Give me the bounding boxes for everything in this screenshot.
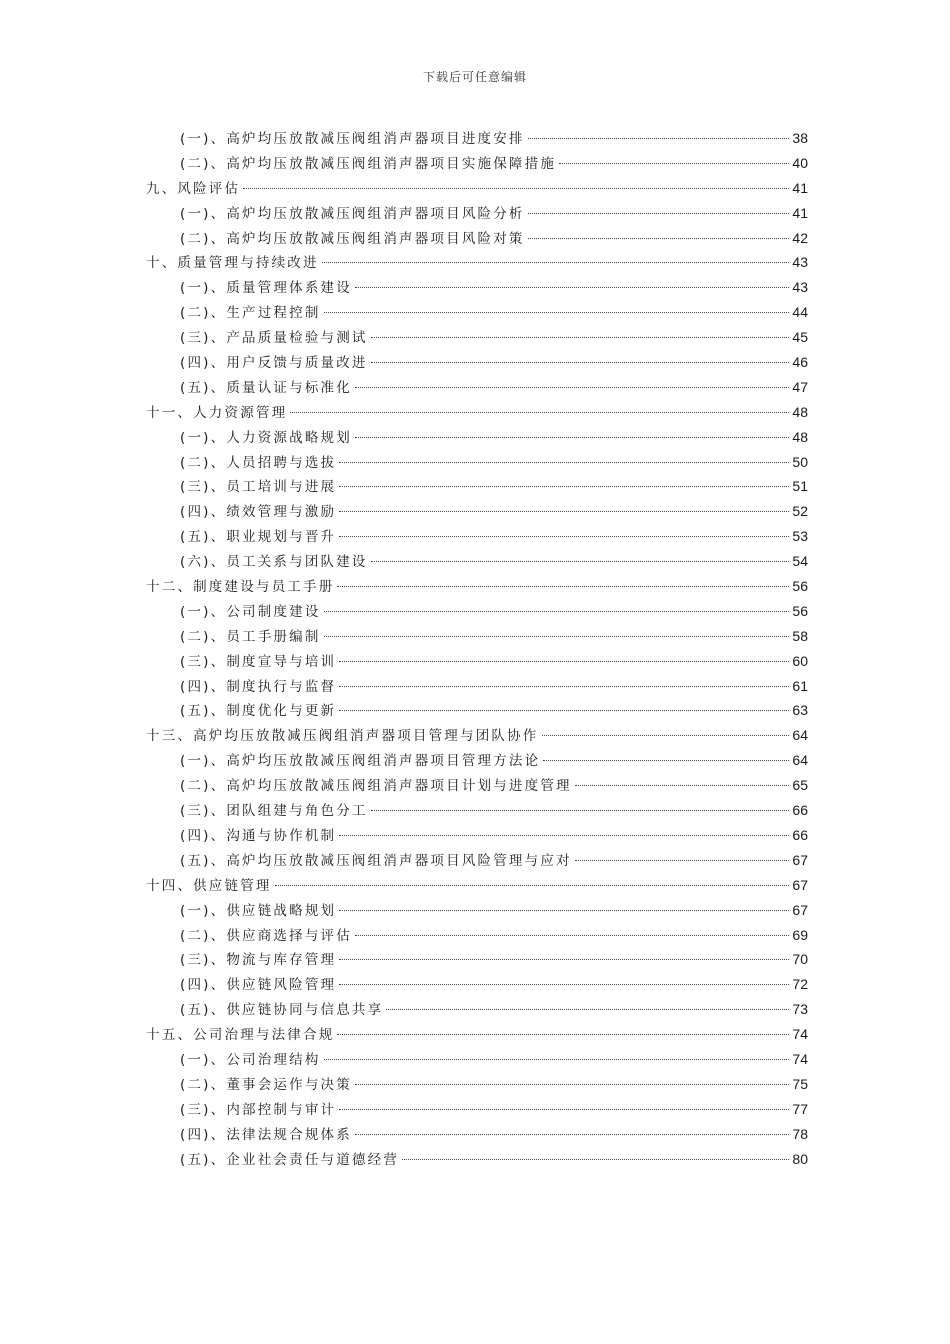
toc-entry-title: (六)、员工关系与团队建设 — [180, 554, 368, 571]
toc-dot-leader — [324, 636, 790, 637]
toc-entry[interactable] — [146, 723, 808, 748]
toc-entry-page-number: 43 — [792, 254, 808, 271]
toc-dot-leader — [324, 1059, 790, 1060]
toc-entry-page-number: 38 — [792, 130, 808, 146]
toc-entry-page-number: 78 — [792, 1125, 808, 1142]
toc-entry[interactable] — [146, 972, 808, 997]
toc-entry-title: (三)、团队组建与角色分工 — [180, 803, 368, 820]
toc-entry-page-number: 66 — [792, 826, 808, 843]
toc-entry-page-number: 47 — [792, 378, 808, 395]
toc-entry-page-number: 43 — [792, 279, 808, 296]
toc-entry-page-number: 69 — [792, 926, 808, 943]
toc-entry[interactable] — [146, 624, 808, 649]
toc-entry-page-number: 40 — [792, 154, 808, 171]
toc-dot-leader — [543, 760, 789, 761]
toc-dot-leader — [371, 337, 790, 338]
toc-entry-title: (二)、生产过程控制 — [180, 305, 321, 322]
toc-dot-leader — [337, 1034, 789, 1035]
toc-entry-title: (五)、高炉均压放散减压阀组消声器项目风险管理与应对 — [180, 852, 572, 869]
toc-entry-page-number: 73 — [792, 1001, 808, 1018]
toc-entry[interactable] — [146, 898, 808, 923]
toc-dot-leader — [339, 959, 789, 960]
toc-entry-page-number: 46 — [792, 354, 808, 371]
toc-entry[interactable] — [146, 151, 808, 176]
toc-entry-title: (五)、供应链协同与信息共享 — [180, 1002, 384, 1019]
toc-entry-title: (五)、质量认证与标准化 — [180, 379, 352, 396]
toc-dot-leader — [275, 885, 790, 886]
toc-entry-title: (四)、制度执行与监督 — [180, 678, 337, 695]
toc-entry-page-number: 41 — [792, 204, 808, 221]
toc-entry[interactable] — [146, 599, 808, 624]
toc-entry-title: (五)、职业规划与晋升 — [180, 529, 337, 546]
toc-entry-page-number: 61 — [792, 677, 808, 694]
toc-entry[interactable] — [146, 474, 808, 499]
toc-entry[interactable] — [146, 549, 808, 574]
toc-entry-title: 十三、高炉均压放散减压阀组消声器项目管理与团队协作 — [146, 728, 539, 745]
toc-entry[interactable] — [146, 1022, 808, 1047]
toc-dot-leader — [339, 1109, 789, 1110]
toc-entry-page-number: 64 — [792, 727, 808, 744]
toc-entry-page-number: 67 — [792, 851, 808, 868]
toc-entry-title: (五)、制度优化与更新 — [180, 703, 337, 720]
toc-dot-leader — [575, 860, 790, 861]
toc-entry[interactable] — [146, 400, 808, 425]
toc-entry-page-number: 75 — [792, 1075, 808, 1092]
toc-entry[interactable] — [146, 1122, 808, 1147]
toc-entry-title: (三)、内部控制与审计 — [180, 1101, 337, 1118]
toc-entry[interactable] — [146, 524, 808, 549]
page-header: 下载后可任意编辑 — [422, 70, 527, 84]
toc-entry-title: 十二、制度建设与员工手册 — [146, 579, 335, 596]
toc-entry[interactable] — [146, 126, 808, 151]
toc-dot-leader — [528, 238, 790, 239]
toc-entry-title: 九、风险评估 — [146, 180, 241, 197]
toc-entry-page-number: 67 — [792, 876, 808, 893]
toc-dot-leader — [528, 213, 790, 214]
toc-entry-title: (二)、人员招聘与选拔 — [180, 454, 337, 471]
toc-entry[interactable] — [146, 176, 808, 201]
toc-entry[interactable] — [146, 748, 808, 773]
toc-dot-leader — [243, 188, 789, 189]
toc-dot-leader — [355, 935, 789, 936]
toc-entry[interactable] — [146, 947, 808, 972]
toc-dot-leader — [355, 1084, 789, 1085]
toc-entry[interactable] — [146, 201, 808, 226]
toc-entry-page-number: 42 — [792, 229, 808, 246]
toc-dot-leader — [339, 835, 789, 836]
toc-entry[interactable] — [146, 923, 808, 948]
toc-entry-title: (四)、用户反馈与质量改进 — [180, 355, 368, 372]
toc-entry-page-number: 65 — [792, 777, 808, 794]
toc-entry-title: (三)、员工培训与进展 — [180, 479, 337, 496]
toc-entry-title: (一)、高炉均压放散减压阀组消声器项目管理方法论 — [180, 753, 541, 770]
toc-entry-page-number: 53 — [792, 528, 808, 545]
toc-dot-leader — [371, 362, 790, 363]
toc-entry[interactable] — [146, 823, 808, 848]
toc-dot-leader — [339, 661, 789, 662]
toc-entry-title: (二)、高炉均压放散减压阀组消声器项目风险对策 — [180, 230, 525, 247]
toc-dot-leader — [355, 387, 789, 388]
toc-entry-title: (四)、法律法规合规体系 — [180, 1126, 352, 1143]
toc-entry[interactable] — [146, 250, 808, 275]
toc-entry-page-number: 45 — [792, 329, 808, 346]
toc-entry-title: 十五、公司治理与法律合规 — [146, 1027, 335, 1044]
toc-entry-page-number: 51 — [792, 478, 808, 495]
toc-entry-page-number: 41 — [792, 179, 808, 196]
toc-dot-leader — [339, 686, 789, 687]
toc-entry-title: 十四、供应链管理 — [146, 877, 272, 894]
toc-entry-page-number: 77 — [792, 1100, 808, 1117]
toc-entry-page-number: 72 — [792, 976, 808, 993]
toc-entry[interactable] — [146, 1047, 808, 1072]
toc-entry-title: (一)、人力资源战略规划 — [180, 429, 352, 446]
toc-entry-title: (二)、高炉均压放散减压阀组消声器项目实施保障措施 — [180, 155, 557, 172]
toc-dot-leader — [322, 262, 790, 263]
toc-entry-title: (一)、高炉均压放散减压阀组消声器项目风险分析 — [180, 205, 525, 222]
toc-entry-title: (三)、物流与库存管理 — [180, 952, 337, 969]
toc-entry[interactable] — [146, 1097, 808, 1122]
toc-entry-page-number: 56 — [792, 602, 808, 619]
toc-dot-leader — [339, 984, 789, 985]
toc-entry[interactable] — [146, 226, 808, 251]
toc-entry[interactable] — [146, 649, 808, 674]
toc-entry-title: (三)、产品质量检验与测试 — [180, 330, 368, 347]
toc-entry[interactable] — [146, 275, 808, 300]
toc-entry-page-number: 44 — [792, 304, 808, 321]
toc-dot-leader — [339, 710, 789, 711]
toc-entry-page-number: 58 — [792, 627, 808, 644]
toc-dot-leader — [371, 561, 790, 562]
toc-entry[interactable] — [146, 325, 808, 350]
toc-dot-leader — [290, 412, 789, 413]
toc-dot-leader — [575, 785, 790, 786]
toc-entry-title: (二)、高炉均压放散减压阀组消声器项目计划与进度管理 — [180, 778, 572, 795]
toc-entry[interactable] — [146, 350, 808, 375]
toc-entry[interactable] — [146, 499, 808, 524]
toc-dot-leader — [339, 910, 789, 911]
toc-dot-leader — [337, 586, 789, 587]
toc-entry-page-number: 54 — [792, 553, 808, 570]
toc-entry-title: (一)、供应链战略规划 — [180, 902, 337, 919]
toc-entry-page-number: 60 — [792, 652, 808, 669]
toc-entry-title: (二)、董事会运作与决策 — [180, 1076, 352, 1093]
toc-entry-title: (一)、公司制度建设 — [180, 603, 321, 620]
toc-dot-leader — [339, 462, 789, 463]
toc-entry-title: 十、质量管理与持续改进 — [146, 255, 319, 272]
toc-dot-leader — [355, 287, 789, 288]
toc-dot-leader — [339, 486, 789, 487]
toc-dot-leader — [324, 611, 790, 612]
toc-entry-title: (五)、企业社会责任与道德经营 — [180, 1151, 400, 1168]
toc-entry-title: (二)、供应商选择与评估 — [180, 927, 352, 944]
toc-entry[interactable] — [146, 674, 808, 699]
toc-dot-leader — [324, 312, 790, 313]
toc-entry-title: (一)、高炉均压放散减压阀组消声器项目进度安排 — [180, 131, 525, 147]
toc-dot-leader — [371, 810, 790, 811]
toc-entry-page-number: 74 — [792, 1050, 808, 1067]
toc-entry-title: (三)、制度宣导与培训 — [180, 653, 337, 670]
toc-entry[interactable] — [146, 798, 808, 823]
toc-entry-page-number: 63 — [792, 702, 808, 719]
toc-entry-title: (四)、供应链风险管理 — [180, 977, 337, 994]
toc-dot-leader — [402, 1159, 789, 1160]
toc-entry-page-number: 48 — [792, 403, 808, 420]
toc-dot-leader — [542, 735, 790, 736]
toc-dot-leader — [339, 511, 789, 512]
toc-entry-page-number: 48 — [792, 428, 808, 445]
toc-entry-page-number: 74 — [792, 1026, 808, 1043]
toc-entry-title: (四)、绩效管理与激励 — [180, 504, 337, 521]
toc-entry[interactable] — [146, 873, 808, 898]
toc-dot-leader — [386, 1009, 789, 1010]
toc-dot-leader — [528, 138, 790, 139]
toc-entry[interactable] — [146, 848, 808, 873]
toc-entry-title: (四)、沟通与协作机制 — [180, 827, 337, 844]
toc-entry-page-number: 50 — [792, 453, 808, 470]
toc-entry[interactable] — [146, 997, 808, 1022]
toc-entry[interactable] — [146, 375, 808, 400]
toc-entry[interactable] — [146, 425, 808, 450]
toc-entry-page-number: 64 — [792, 752, 808, 769]
toc-entry-page-number: 56 — [792, 578, 808, 595]
toc-entry-title: (一)、质量管理体系建设 — [180, 280, 352, 297]
toc-entry-page-number: 80 — [792, 1150, 808, 1167]
toc-entry[interactable] — [146, 300, 808, 325]
toc-entry-page-number: 52 — [792, 503, 808, 520]
toc-entry-title: (二)、员工手册编制 — [180, 628, 321, 645]
toc-dot-leader — [355, 1134, 789, 1135]
toc-dot-leader — [559, 163, 789, 164]
toc-entry[interactable] — [146, 574, 808, 599]
table-of-contents — [146, 126, 808, 1171]
toc-dot-leader — [355, 437, 789, 438]
toc-entry-page-number: 70 — [792, 951, 808, 968]
toc-entry[interactable] — [146, 773, 808, 798]
toc-dot-leader — [339, 536, 789, 537]
toc-entry-page-number: 67 — [792, 901, 808, 918]
toc-entry[interactable] — [146, 698, 808, 723]
toc-entry[interactable] — [146, 1072, 808, 1097]
toc-entry-page-number: 66 — [792, 802, 808, 819]
toc-entry[interactable] — [146, 1147, 808, 1172]
toc-entry[interactable] — [146, 450, 808, 475]
toc-entry-title: (一)、公司治理结构 — [180, 1051, 321, 1068]
toc-entry-title: 十一、人力资源管理 — [146, 404, 288, 421]
